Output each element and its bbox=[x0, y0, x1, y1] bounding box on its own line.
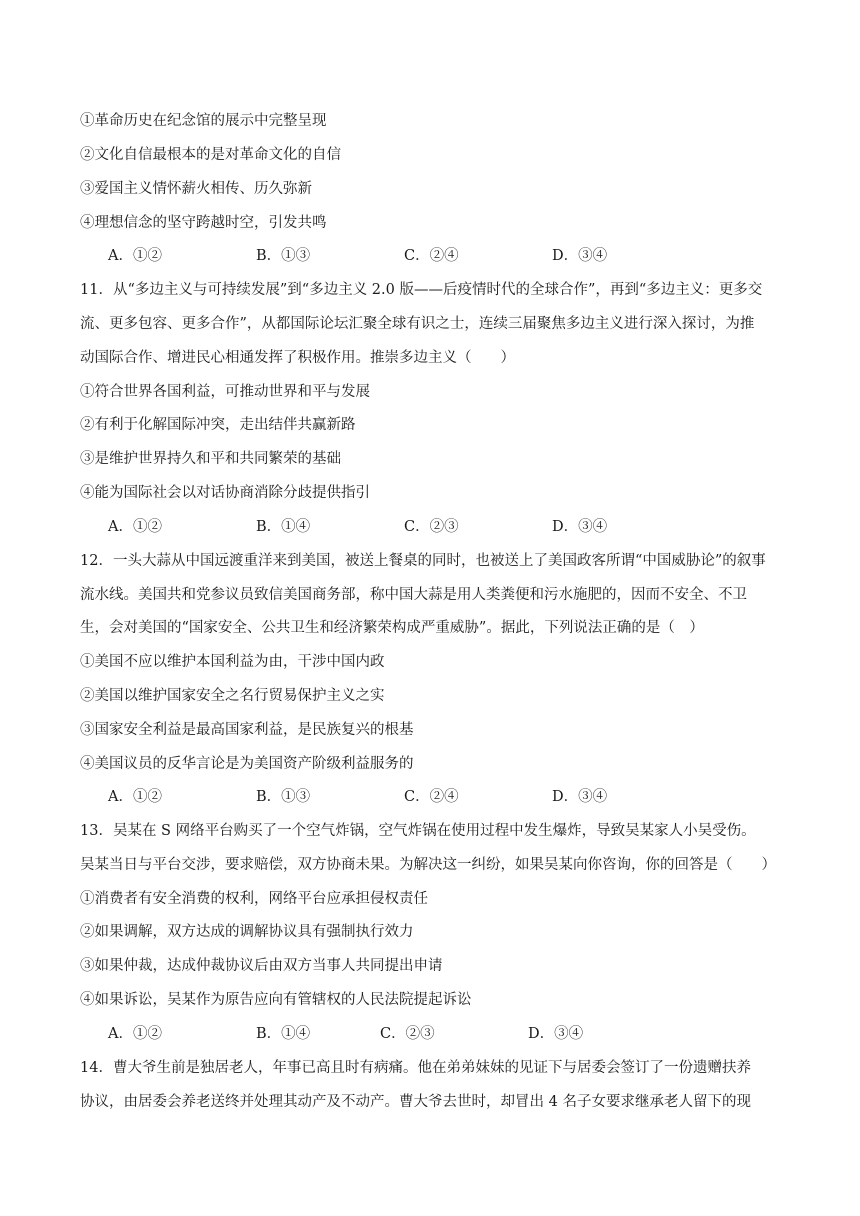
q11-option-d: D．③④ bbox=[552, 519, 608, 535]
q11-option-b: B．①④ bbox=[256, 519, 311, 535]
q12-option-c: C．②④ bbox=[404, 789, 459, 805]
q12-statement-3: ③国家安全利益是最高国家利益，是民族复兴的根基 bbox=[80, 722, 414, 738]
q10-statement-3: ③爱国主义情怀薪火相传、历久弥新 bbox=[80, 181, 312, 197]
q10-option-d: D．③④ bbox=[552, 248, 608, 264]
q12-stem-line-1: 12．一头大蒜从中国远渡重洋来到美国，被送上餐桌的同时，也被送上了美国政客所谓“中国威胁论”的叙事 bbox=[80, 553, 766, 569]
q11-stem-line-2: 流、更多包容、更多合作”，从都国际论坛汇聚全球有识之士，连续三届聚焦多边主义进行深入探讨，为推 bbox=[80, 316, 755, 332]
q12-option-d: D．③④ bbox=[552, 789, 608, 805]
q11-stem-line-3: 动国际合作、增进民心相通发挥了积极作用。推崇多边主义（ ） bbox=[80, 350, 515, 366]
q13-stem-line-2: 吴某当日与平台交涉，要求赔偿，双方协商未果。为解决这一纠纷，如果吴某向你咨询，你的回答是（ ） bbox=[80, 857, 776, 873]
q13-option-c: C．②③ bbox=[380, 1026, 435, 1042]
q14-stem-line-1: 14．曹大爷生前是独居老人，年事已高且时有病痛。他在弟弟妹妹的见证下与居委会签订了一份遗赠扶养 bbox=[80, 1060, 751, 1076]
q11-statement-1: ①符合世界各国利益，可推动世界和平与发展 bbox=[80, 384, 370, 400]
q12-stem-line-2: 流水线。美国共和党参议员致信美国商务部，称中国大蒜是用人类粪便和污水施肥的，因而不安全、不卫 bbox=[80, 587, 747, 603]
q13-statement-4: ④如果诉讼，吴某作为原告应向有管辖权的人民法院提起诉讼 bbox=[80, 992, 472, 1008]
q13-statement-1: ①消费者有安全消费的权利，网络平台应承担侵权责任 bbox=[80, 891, 428, 907]
q13-option-a: A．①② bbox=[108, 1026, 162, 1042]
q12-option-a: A．①② bbox=[108, 789, 162, 805]
q11-statement-3: ③是维护世界持久和平和共同繁荣的基础 bbox=[80, 451, 341, 467]
q13-option-d: D．③④ bbox=[528, 1026, 584, 1042]
q13-statement-2: ②如果调解，双方达成的调解协议具有强制执行效力 bbox=[80, 924, 414, 940]
q14-stem-line-2: 协议，由居委会养老送终并处理其动产及不动产。曹大爷去世时，却冒出 4 名子女要求继承老人留下的现 bbox=[80, 1094, 751, 1110]
q12-statement-4: ④美国议员的反华言论是为美国资产阶级利益服务的 bbox=[80, 756, 414, 772]
q10-option-a: A．①② bbox=[108, 248, 162, 264]
q10-statement-4: ④理想信念的坚守跨越时空，引发共鸣 bbox=[80, 215, 327, 231]
q13-stem-line-1: 13．吴某在 S 网络平台购买了一个空气炸锅，空气炸锅在使用过程中发生爆炸，导致吴某家人小吴受伤。 bbox=[80, 823, 756, 839]
q12-statement-2: ②美国以维护国家安全之名行贸易保护主义之实 bbox=[80, 688, 385, 704]
q11-statement-4: ④能为国际社会以对话协商消除分歧提供指引 bbox=[80, 485, 370, 501]
q10-statement-2: ②文化自信最根本的是对革命文化的自信 bbox=[80, 147, 341, 163]
q13-statement-3: ③如果仲裁，达成仲裁协议后由双方当事人共同提出申请 bbox=[80, 958, 443, 974]
q13-option-b: B．①④ bbox=[256, 1026, 311, 1042]
q11-stem-line-1: 11．从“多边主义与可持续发展”到“多边主义 2.0 版——后疫情时代的全球合作”，再到“多边主义：更多交 bbox=[80, 282, 763, 298]
q11-statement-2: ②有利于化解国际冲突，走出结伴共赢新路 bbox=[80, 417, 356, 433]
q10-option-c: C．②④ bbox=[404, 248, 459, 264]
q12-statement-1: ①美国不应以维护本国利益为由，干涉中国内政 bbox=[80, 654, 385, 670]
q11-option-a: A．①② bbox=[108, 519, 162, 535]
q12-stem-line-3: 生，会对美国的“国家安全、公共卫生和经济繁荣构成严重威胁”。据此，下列说法正确的是（ ） bbox=[80, 620, 704, 636]
q12-option-b: B．①③ bbox=[256, 789, 311, 805]
q11-option-c: C．②③ bbox=[404, 519, 459, 535]
q10-option-b: B．①③ bbox=[256, 248, 311, 264]
q10-statement-1: ①革命历史在纪念馆的展示中完整呈现 bbox=[80, 113, 327, 129]
